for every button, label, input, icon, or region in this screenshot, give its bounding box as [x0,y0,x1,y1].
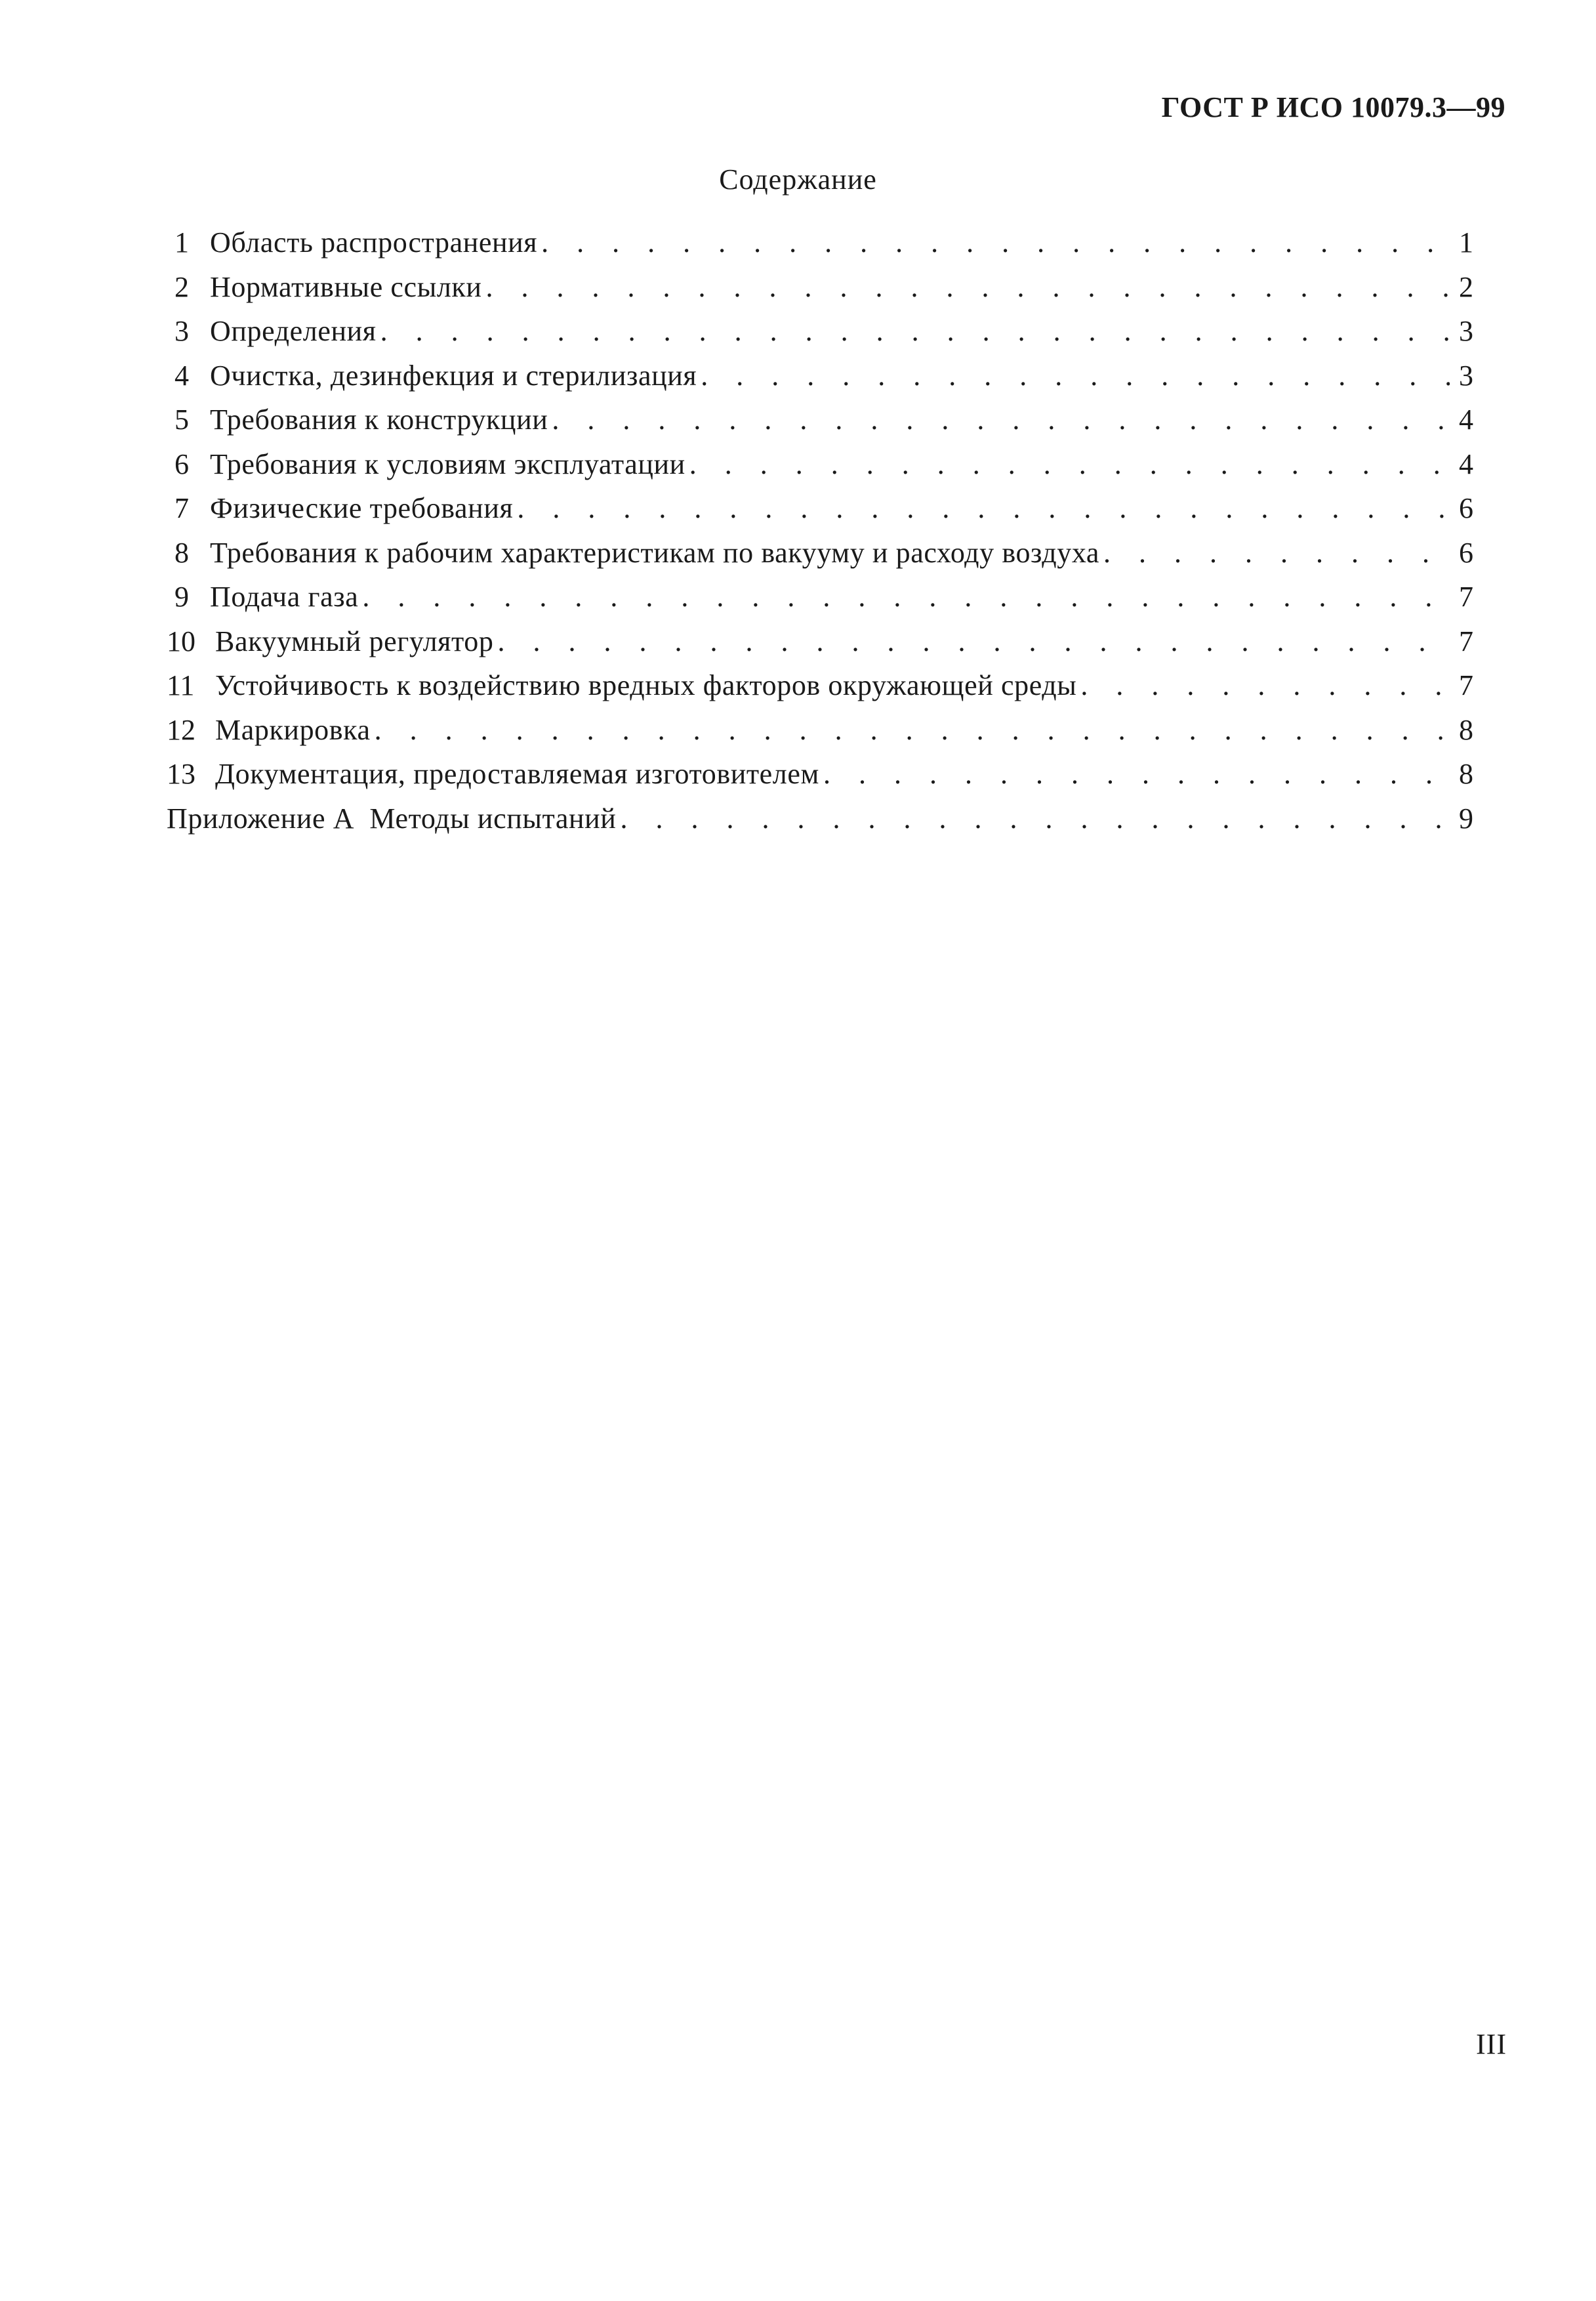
toc-entry[interactable] [167,619,1473,664]
toc-entry[interactable] [167,220,1473,265]
toc-entry-number: 11 [167,669,195,701]
toc-entry[interactable] [167,575,1473,619]
toc-entry-page: 7 [1459,581,1473,613]
toc-entry-label: Требования к рабочим характеристикам по вакууму и расходу воздуха [210,536,1099,569]
toc-entry[interactable] [167,663,1473,708]
page-number: III [1476,2028,1507,2060]
table-of-contents [167,220,1473,840]
toc-entry[interactable] [167,265,1473,310]
toc-entry[interactable] [167,752,1473,797]
toc-entry-number: 2 [174,270,189,303]
toc-entry[interactable] [167,708,1473,753]
toc-entry-number: 3 [174,315,189,347]
toc-leader-dots [552,398,1450,442]
toc-entry-page: 2 [1459,270,1473,303]
toc-entry-page: 4 [1459,447,1473,480]
toc-entry-page: 7 [1459,625,1473,657]
toc-entry-number: 8 [174,536,189,569]
toc-entry-page: 6 [1459,536,1473,569]
toc-entry-label: Область распространения [210,226,538,259]
toc-entry-page: 9 [1459,802,1473,835]
toc-entry-label: Документация, предоставляемая изготовителем [215,758,819,790]
toc-entry[interactable] [167,531,1473,575]
toc-leader-dots [362,575,1450,619]
toc-entry-number: 13 [167,758,195,790]
toc-entry-label: Подача газа [210,581,359,613]
document-code: ГОСТ Р ИСО 10079.3—99 [1161,91,1505,123]
toc-entry[interactable] [167,354,1473,398]
toc-entry-number: 9 [174,581,189,613]
toc-leader-dots [689,442,1450,487]
toc-entry-label: Физические требования [210,492,514,524]
toc-leader-dots [1103,531,1450,575]
toc-entry-number: 6 [174,447,189,480]
toc-entry-label: Требования к конструкции [210,404,548,436]
toc-entry-label: Очистка, дезинфекция и стерилизация [210,359,697,392]
toc-entry-number: 12 [167,713,195,746]
toc-entry-page: 1 [1459,226,1473,259]
toc-entry-number: 4 [174,359,189,392]
toc-leader-dots [620,797,1450,841]
toc-entry-page: 8 [1459,758,1473,790]
toc-leader-dots [517,486,1450,531]
toc-entry-number: 7 [174,492,189,524]
toc-leader-dots [380,309,1450,354]
toc-entry-number: 1 [174,226,189,259]
toc-leader-dots [823,752,1450,797]
toc-entry-label: Требования к условиям эксплуатации [210,447,685,480]
toc-entry-page: 3 [1459,315,1473,347]
toc-entry-number: 5 [174,404,189,436]
toc-entry-label: Устойчивость к воздействию вредных факторов окружающей среды [215,669,1077,701]
toc-entry-label: Вакуумный регулятор [215,625,494,657]
toc-leader-dots [1080,663,1450,708]
toc-entry-page: 4 [1459,404,1473,436]
toc-leader-dots [375,708,1450,753]
toc-entry-page: 8 [1459,713,1473,746]
toc-entry[interactable] [167,309,1473,354]
toc-entry[interactable] [167,398,1473,442]
toc-title: Содержание [719,163,877,196]
toc-leader-dots [701,354,1450,398]
toc-entry-label: Определения [210,315,377,347]
toc-entry-page: 7 [1459,669,1473,701]
toc-leader-dots [497,619,1450,664]
toc-entry-label: Нормативные ссылки [210,270,482,303]
toc-entry-label: Приложение А Методы испытаний [167,802,617,835]
toc-leader-dots [486,265,1450,310]
toc-entry[interactable] [167,486,1473,531]
toc-entry-page: 6 [1459,492,1473,524]
toc-entry-number: 10 [167,625,195,657]
toc-entry-page: 3 [1459,359,1473,392]
toc-entry[interactable] [167,442,1473,487]
toc-entry-appendix[interactable] [167,797,1473,841]
toc-entry-label: Маркировка [215,713,371,746]
toc-leader-dots [541,220,1450,265]
